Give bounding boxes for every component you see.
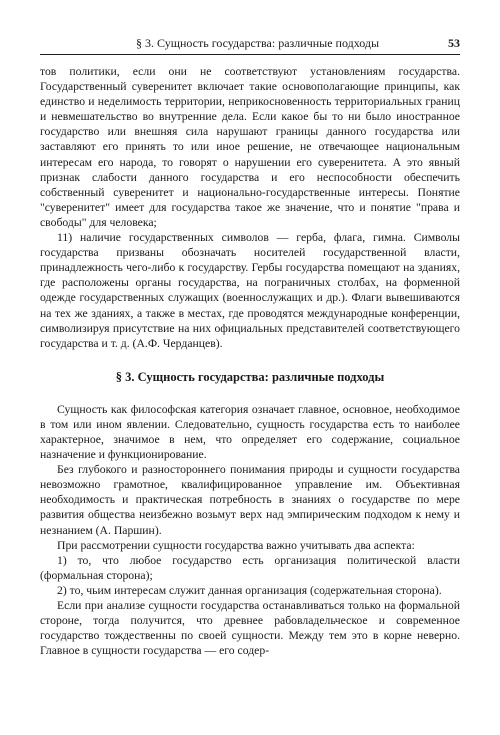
list-item-11: 11) наличие государственных символов — герба, флага, гимна. Символы государства призваны обозначать носителей государственной власти, принадлежность чего-либо к государству. Гербы государства помещают на зданиях, где расположены органы государства, на пограничных столбах, на форменной одежде государственных служащих (военнослужащих и др.). Флаги вывешиваются на тех же зданиях, а также в местах, где проводятся международные конференции, символизируя присутствие на них официальных представителей соответствующего государства и т. д. (А.Ф. Черданцев).: [40, 231, 460, 350]
paragraph: Если при анализе сущности государства останавливаться только на формальной стороне, тогда получится, что древнее рабовладельческое и современное государство тождественны по своей сущности. Между тем это в корне неверно. Главное в сущности государства — его содер-: [40, 599, 460, 658]
paragraph: При рассмотрении сущности государства важно учитывать два аспекта:: [57, 538, 415, 552]
page-number: 53: [448, 36, 460, 50]
running-header-title: § 3. Сущность государства: различные подходы: [136, 36, 380, 50]
list-item-1: 1) то, что любое государство есть организация политической власти (формальная сторона);: [40, 553, 460, 582]
section-heading: § 3. Сущность государства: различные подходы: [115, 369, 385, 384]
page-content: [40, 64, 460, 658]
list-item-2: 2) то, чьим интересам служит данная организация (содержательная сторона).: [57, 583, 442, 597]
paragraph: Сущность как философская категория означает главное, основное, необходимое в том или ином явлении. Следовательно, сущность государства есть то наиболее характерное, значимое в нем, что определяет его содержание, социальное назначение и функционирование.: [40, 402, 460, 462]
paragraph: Без глубокого и разностороннего понимания природы и сущности государства невозможно грамотное, квалифицированное управление им. Объективная необходимость и практическая потребность в знаниях о государстве по мере развития общества неизбежно возьмут верх над эмпирическим подходом к нему и незнанием (А. Паршин).: [40, 463, 460, 537]
running-header: [40, 32, 460, 55]
paragraph-continued: тов политики, если они не соответствуют установлениям государства. Государственный суверенитет включает такие основополагающие принципы, как единство и неделимость территории, неприкосновенность территориальных границ и невмешательство во внутренние дела. Если какое бы то ни было иностранное государство или внешняя сила нарушают границы данного государства или заставляют его принять то или иное решение, не отвечающее национальным интересам его народа, то говорят о нарушении его суверенитета. А это явный признак слабости данного государства и его неспособности обеспечить собственный суверенитет и национально-государственные интересы. Понятие "суверенитет" имеет для государства такое же значение, что и понятие "права и свободы" для человека;: [40, 65, 460, 229]
